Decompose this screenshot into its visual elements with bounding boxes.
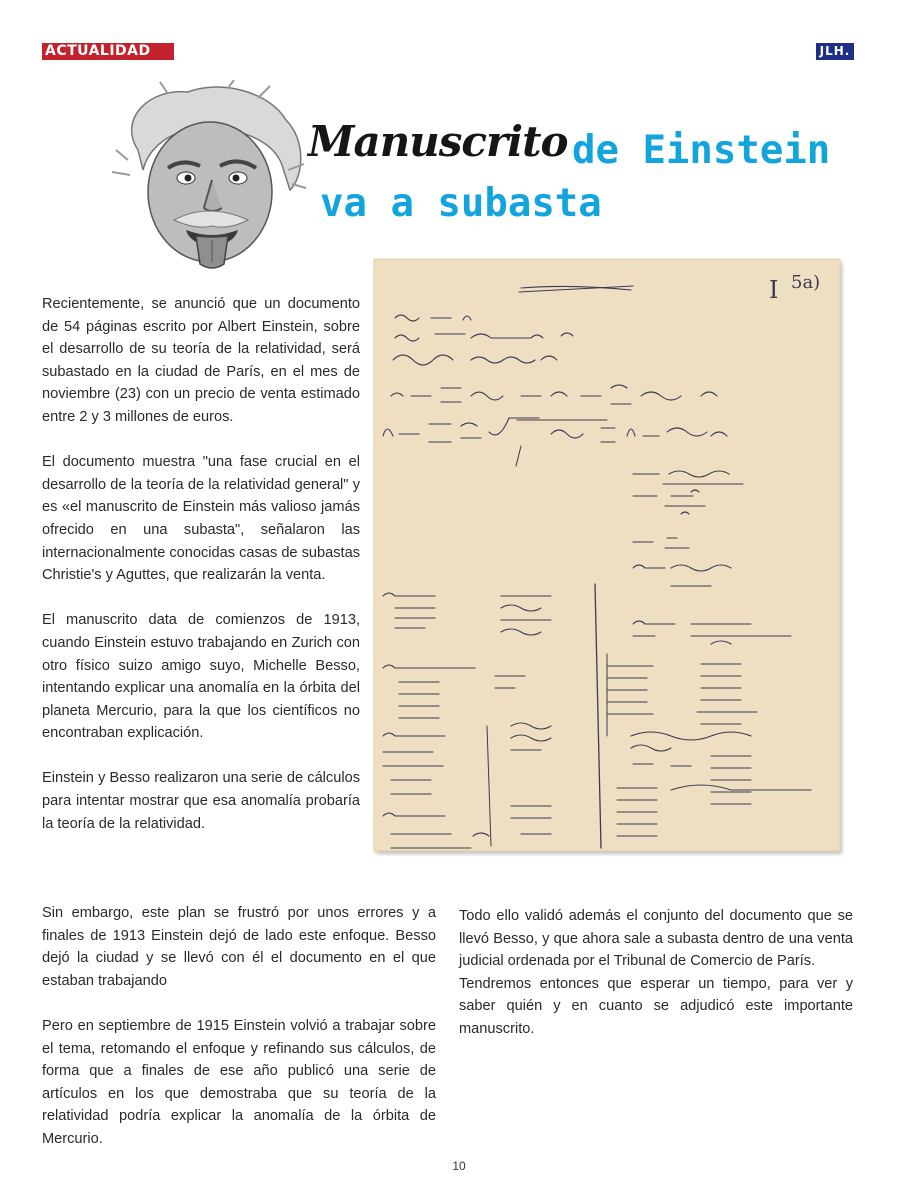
paragraph-1: Recientemente, se anunció que un documento de 54 páginas escrito por Albert Einstein, sobre el desarrollo de su teoría de la relatividad, será subastado en la ciudad de París, en el mes de noviembre (23) con un precio de venta estimado entre 2 y 3 millones de euros.	[42, 296, 360, 425]
paragraph-5: Sin embargo, este plan se frustró por unos errores y a finales de 1913 Einstein dejó de lado este enfoque. Besso dejó la ciudad y se llevó con él el documento en el que estaban trabajando	[42, 905, 436, 989]
headline-line2: va a subasta	[320, 181, 602, 226]
headline-line1: de Einstein	[572, 128, 831, 173]
brand-logo: JLH.	[816, 43, 854, 60]
paragraph-8: Tendremos entonces que esperar un tiempo, para ver y saber quién y en cuanto se adjudicó este importante manuscrito.	[459, 975, 853, 1037]
article-column-left-top	[42, 293, 360, 835]
paragraph-7: Todo ello validó además el conjunto del documento que se llevó Besso, y que ahora sale a subasta dentro de una venta judicial ordenada por el Tribunal de Comercio de París.	[459, 908, 853, 970]
article-column-left-bottom	[42, 902, 436, 1151]
paragraph-3: El manuscrito data de comienzos de 1913, cuando Einstein estuvo trabajando en Zurich con otro físico suizo amigo suyo, Michelle Besso, intentando explicar una anomalía en la órbita del planeta Mercurio, para la que los científicos no encontraban explicación.	[42, 612, 360, 742]
manuscript-page-number: 5a)	[791, 272, 821, 293]
paragraph-4: Einstein y Besso realizaron una serie de cálculos para intentar mostrar que esa anomalía probaría la teoría de la relatividad.	[42, 770, 360, 832]
page-number: 10	[452, 1159, 466, 1173]
section-tag: ACTUALIDAD	[42, 43, 174, 60]
article-column-right-bottom	[459, 905, 853, 1041]
paragraph-6: Pero en septiembre de 1915 Einstein volvió a trabajar sobre el tema, retomando el enfoque y refinando sus cálculos, de forma que a finales de ese año publicó una serie de artículos en los que demostraba que su teoría de la relatividad podría explicar la anomalía de la órbita de Mercurio.	[42, 1017, 436, 1147]
einstein-portrait-image	[108, 80, 308, 270]
manuscript-image	[371, 256, 845, 856]
paragraph-2: El documento muestra "una fase crucial en el desarrollo de la teoría de la relatividad general" y es «el manuscrito de Einstein más valioso jamás ofrecido en una subasta", señalaron las internacionalmente conocidas casas de subastas Christie's y Aguttes, que realizarán la venta.	[42, 454, 361, 584]
headline-script-word: Manuscrito	[308, 117, 568, 166]
manuscript-page-label: I	[769, 276, 779, 304]
